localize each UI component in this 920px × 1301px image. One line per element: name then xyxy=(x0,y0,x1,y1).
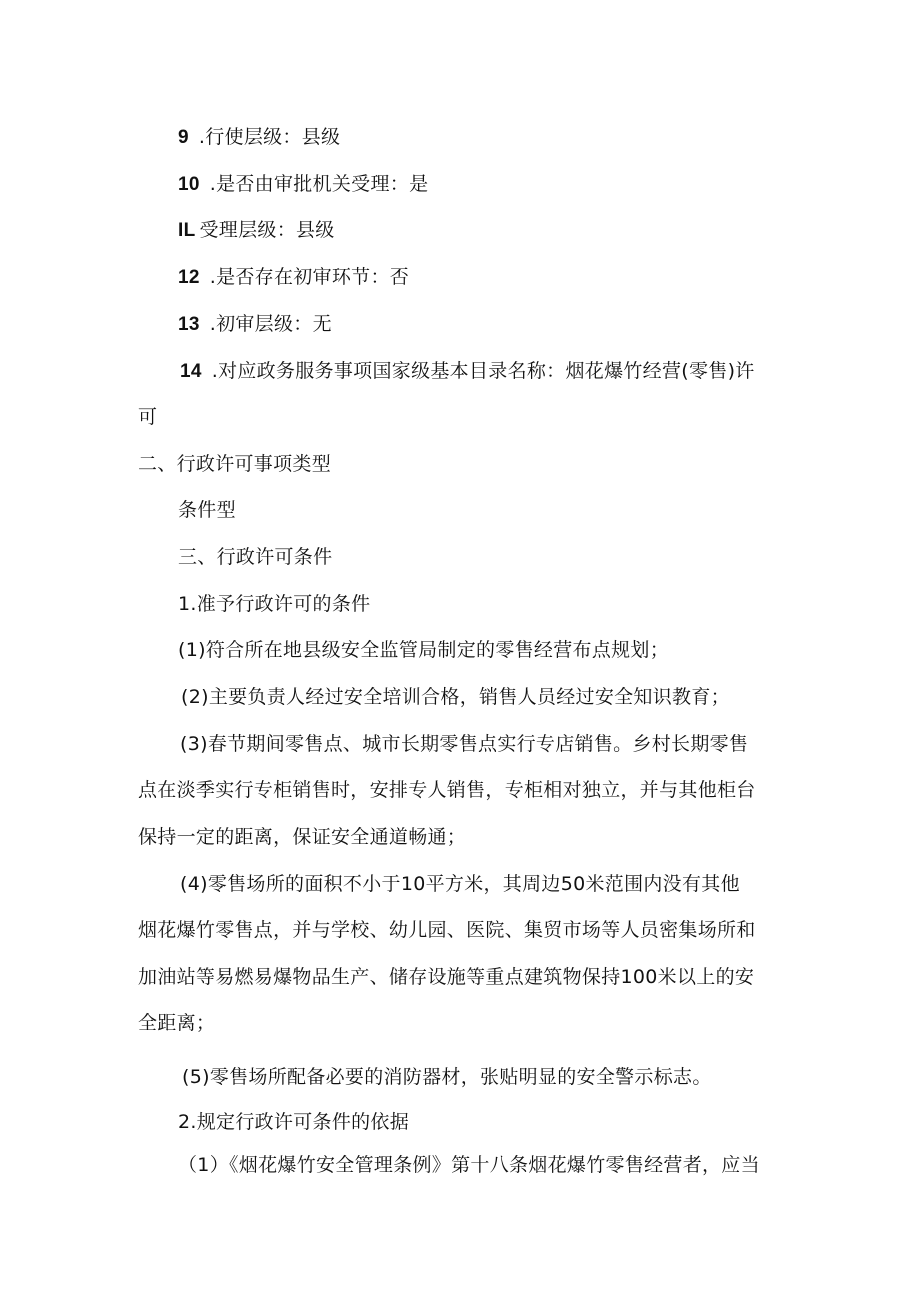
item-number: 14 xyxy=(180,361,202,382)
item-14-continuation: 可 xyxy=(138,406,158,428)
item-9 xyxy=(178,124,340,151)
item-text: .是否由审批机关受理：是 xyxy=(209,173,429,195)
item-10 xyxy=(178,171,428,198)
condition-1: (1)符合所在地县级安全监管局制定的零售经营布点规划； xyxy=(178,639,670,661)
item-number: 9 xyxy=(178,127,189,148)
item-text: .对应政务服务事项国家级基本目录名称：烟花爆竹经营(零售)许 xyxy=(211,360,755,382)
condition-3-line-1: (3)春节期间零售点、城市长期零售点实行专店销售。乡村长期零售 xyxy=(180,733,749,755)
item-text: .行使层级：县级 xyxy=(198,126,341,148)
subsection-1-title: 1.准予行政许可的条件 xyxy=(178,593,371,615)
item-14 xyxy=(180,358,755,385)
item-11 xyxy=(178,217,335,244)
condition-2: (2)主要负责人经过安全培训合格，销售人员经过安全知识教育； xyxy=(181,686,730,708)
item-text: .初审层级：无 xyxy=(209,313,332,335)
item-text: .是否存在初审环节：否 xyxy=(209,266,410,288)
item-number: 12 xyxy=(178,267,200,288)
item-12 xyxy=(178,264,409,291)
condition-4-line-3: 加油站等易燃易爆物品生产、储存设施等重点建筑物保持100米以上的安 xyxy=(138,966,755,988)
condition-4-line-1: (4)零售场所的面积不小于10平方米，其周边50米范围内没有其他 xyxy=(180,873,740,895)
subsection-2-title: 2.规定行政许可条件的依据 xyxy=(178,1111,410,1133)
item-13 xyxy=(178,311,332,338)
condition-3-line-2: 点在淡季实行专柜销售时，安排专人销售，专柜相对独立，并与其他柜台 xyxy=(138,779,756,801)
condition-4-line-2: 烟花爆竹零售点，并与学校、幼儿园、医院、集贸市场等人员密集场所和 xyxy=(138,919,756,941)
item-number: 13 xyxy=(178,314,200,335)
condition-5: (5)零售场所配备必要的消防器材，张贴明显的安全警示标志。 xyxy=(182,1066,712,1088)
section-3-title: 三、行政许可条件 xyxy=(178,546,333,568)
basis-1: （1）《烟花爆竹安全管理条例》第十八条烟花爆竹零售经营者，应当 xyxy=(178,1154,760,1176)
condition-3-line-3: 保持一定的距离，保证安全通道畅通； xyxy=(138,826,467,848)
section-2-body: 条件型 xyxy=(178,499,236,521)
item-number: 10 xyxy=(178,174,200,195)
item-number: IL xyxy=(178,220,196,241)
section-2-title: 二、行政许可事项类型 xyxy=(138,453,332,475)
item-text: 受理层级：县级 xyxy=(199,219,335,241)
condition-4-line-4: 全距离； xyxy=(138,1012,216,1034)
